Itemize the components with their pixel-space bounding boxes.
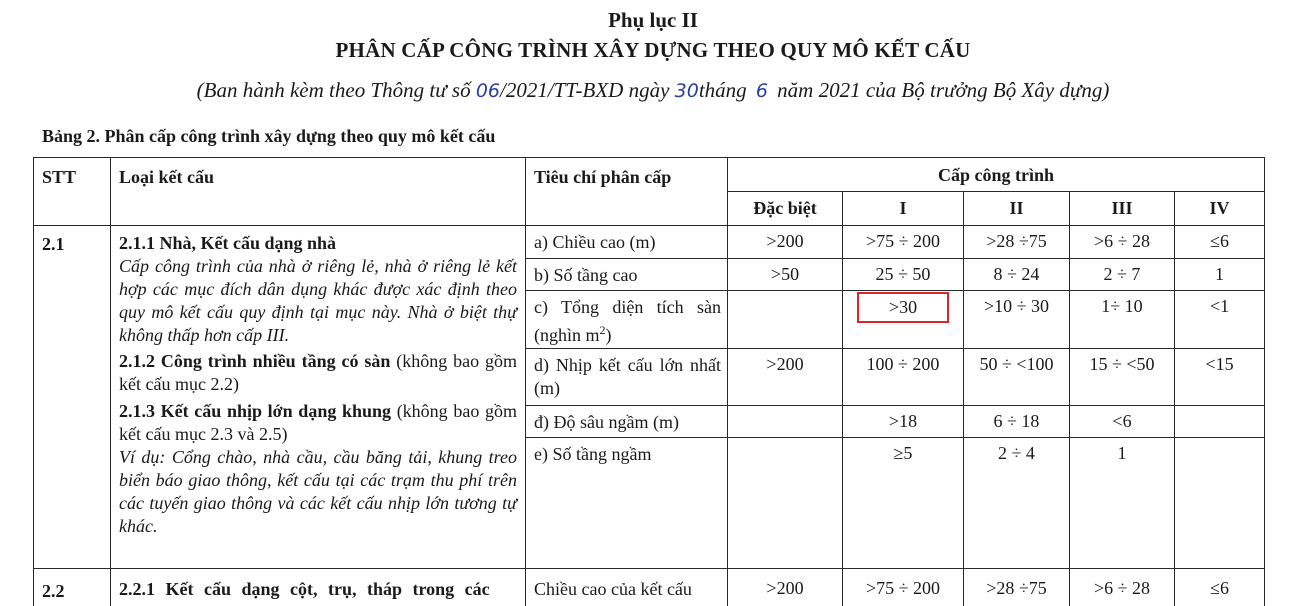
unit-superscript: 2: [599, 323, 606, 337]
structure-heading: 2.1.3 Kết cấu nhịp lớn dạng khung: [119, 401, 392, 421]
value-cell-highlighted: [843, 291, 964, 349]
value-cell: [1175, 438, 1265, 569]
value-cell: >6 ÷ 28: [1070, 569, 1175, 606]
table-caption: Bảng 2. Phân cấp công trình xây dựng theo quy mô kết cấu: [42, 126, 496, 146]
value-cell: ≤6: [1175, 569, 1265, 606]
issued-prefix: (Ban hành kèm theo Thông tư số: [196, 78, 476, 102]
header-grade-group: Cấp công trình: [728, 158, 1265, 192]
criterion-cell: e) Số tầng ngầm: [526, 438, 728, 569]
classification-table: [33, 157, 1265, 606]
value-cell: >28 ÷75: [964, 569, 1070, 606]
header-grade-1: I: [843, 192, 964, 226]
value-cell: >18: [843, 406, 964, 438]
table-row: [34, 226, 1265, 259]
value-cell: >75 ÷ 200: [843, 226, 964, 259]
value-cell: >6 ÷ 28: [1070, 226, 1175, 259]
issued-suffix: năm 2021 của Bộ trưởng Bộ Xây dựng): [771, 78, 1110, 102]
value-cell: >200: [728, 569, 843, 606]
value-cell: <1: [1175, 291, 1265, 349]
criterion-text: c) Tổng diện tích sàn (nghìn m: [534, 297, 721, 345]
issued-mid-1: /2021/TT-BXD ngày: [500, 78, 675, 102]
criterion-cell: b) Số tầng cao: [526, 259, 728, 291]
header-grade-special: Đặc biệt: [728, 192, 843, 226]
structure-description-cell: [111, 569, 526, 606]
criterion-cell: d) Nhịp kết cấu lớn nhất (m): [526, 349, 728, 406]
value-cell: >200: [728, 349, 843, 406]
value-cell: ≥5: [843, 438, 964, 569]
structure-description-cell: [111, 226, 526, 569]
header-criteria: Tiêu chí phân cấp: [526, 158, 728, 226]
structure-subsection: [119, 400, 517, 446]
value-cell: <15: [1175, 349, 1265, 406]
value-cell: 15 ÷ <50: [1070, 349, 1175, 406]
criterion-cell: Chiều cao của kết cấu: [526, 569, 728, 606]
header-row-1: [34, 158, 1265, 192]
value-cell: 1÷ 10: [1070, 291, 1175, 349]
value-cell: 8 ÷ 24: [964, 259, 1070, 291]
issued-mid-2: tháng: [698, 78, 752, 102]
structure-heading: 2.2.1 Kết cấu dạng cột, trụ, tháp trong các: [119, 579, 490, 599]
header-grade-4: IV: [1175, 192, 1265, 226]
header-grade-3: III: [1070, 192, 1175, 226]
value-cell: [728, 406, 843, 438]
highlight-box: >30: [857, 292, 949, 323]
structure-note: Ví dụ: Cổng chào, nhà cầu, cầu băng tải, khung treo biển báo giao thông, kết cấu tại các trạm thu phí trên các tuyến giao thông và các kết cấu nhịp lớn tương tự khác.: [119, 447, 517, 536]
circular-number-handwritten: 06: [475, 80, 501, 102]
value-cell: 1: [1175, 259, 1265, 291]
value-cell: >200: [728, 226, 843, 259]
value-cell: <6: [1070, 406, 1175, 438]
value-cell: 2 ÷ 7: [1070, 259, 1175, 291]
structure-heading-detail: (không bao gồm kết cấu mục 2.3 và 2.5): [119, 401, 518, 444]
criterion-cell: a) Chiều cao (m): [526, 226, 728, 259]
structure-heading: 2.1.2 Công trình nhiều tầng có sàn: [119, 351, 391, 371]
value-cell: 2 ÷ 4: [964, 438, 1070, 569]
value-cell: >28 ÷75: [964, 226, 1070, 259]
structure-heading: 2.1.1 Nhà, Kết cấu dạng nhà: [119, 233, 337, 253]
stt-cell: 2.1: [34, 226, 111, 569]
value-cell: 6 ÷ 18: [964, 406, 1070, 438]
table-row: [34, 569, 1265, 606]
criterion-cell: đ) Độ sâu ngầm (m): [526, 406, 728, 438]
value-cell: 25 ÷ 50: [843, 259, 964, 291]
value-cell: 100 ÷ 200: [843, 349, 964, 406]
value-cell: [1175, 406, 1265, 438]
value-cell: [728, 291, 843, 349]
value-cell: 1: [1070, 438, 1175, 569]
appendix-title: Phụ lục II: [608, 8, 698, 32]
day-handwritten: 30: [674, 80, 699, 102]
stt-cell: 2.2: [34, 569, 111, 606]
structure-subsection: [119, 350, 517, 396]
value-cell: >50: [728, 259, 843, 291]
value-cell: ≤6: [1175, 226, 1265, 259]
value-cell: 50 ÷ <100: [964, 349, 1070, 406]
month-handwritten: 6: [755, 80, 768, 102]
value-cell: >75 ÷ 200: [843, 569, 964, 606]
criterion-text-end: ): [605, 325, 612, 345]
issued-by-line: [0, 78, 1306, 103]
header-grade-2: II: [964, 192, 1070, 226]
page-title: PHÂN CẤP CÔNG TRÌNH XÂY DỰNG THEO QUY MÔ KẾT CẤU: [335, 38, 971, 62]
value-cell: >10 ÷ 30: [964, 291, 1070, 349]
value-cell: [728, 438, 843, 569]
structure-heading-detail: (không bao gồm kết cấu mục 2.2): [119, 351, 517, 394]
header-structure-type: Loại kết cấu: [111, 158, 526, 226]
structure-note: Cấp công trình của nhà ở riêng lẻ, nhà ở riêng lẻ kết hợp các mục đích dân dụng khác được xác định theo quy mô kết cấu quy định tại mục này. Nhà ở biệt thự không thấp hơn cấp III.: [119, 256, 517, 345]
criterion-cell: [526, 291, 728, 349]
header-stt: STT: [34, 158, 111, 226]
